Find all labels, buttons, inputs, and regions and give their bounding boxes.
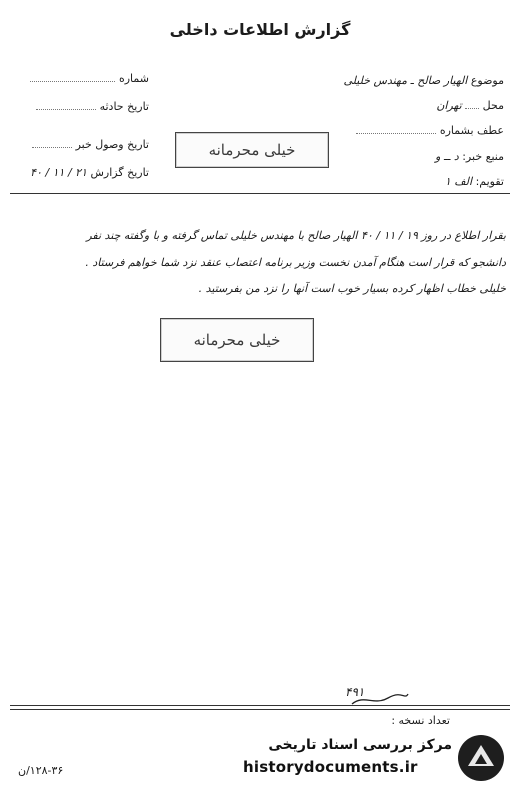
copies-count-label: تعداد نسخه : (391, 714, 450, 727)
archive-watermark-name: مرکز بررسی اسناد تاریخی (268, 737, 452, 753)
place-value: تهران (436, 99, 462, 112)
body-line-1: بقرار اطلاع در روز ۱۹ / ۱۱ / ۴۰ الهیار صالح با مهندس خلیلی تماس گرفته و با وگفته چند نفر (86, 229, 506, 242)
number-label: شماره (118, 72, 149, 85)
evaluation-value: الف ۱ (444, 175, 473, 188)
classification-stamp-top: خیلی محرمانه (175, 132, 329, 168)
incident-date-label: تاریخ حادثه (99, 100, 149, 113)
handwritten-scribble (350, 690, 410, 710)
body-line-3: خلیلی خطاب اظهار کرده بسیار خوب است آنها را نزد من بفرستید . (198, 282, 506, 295)
reference-field (356, 124, 504, 137)
source-value: د ــ و (435, 150, 459, 163)
place-field (436, 99, 504, 112)
subject-field (343, 74, 504, 87)
document-title: گزارش اطلاعات داخلی (169, 20, 351, 39)
archive-code: ۱۲۸-۳۶/ن (18, 764, 64, 777)
header-divider (10, 193, 510, 194)
source-field (435, 150, 504, 163)
handwritten-note: ۴۹۱ (345, 685, 365, 699)
source-label: منبع خبر: (462, 150, 504, 163)
classification-stamp-middle: خیلی محرمانه (160, 318, 314, 362)
report-date-value: ۲۱ / ۱۱ / ۴۰ (30, 166, 87, 179)
footer-divider-1 (10, 705, 510, 706)
body-line-2: دانشجو که قرار است هنگام آمدن نخست وزیر برنامه اعتصاب عنقد نزد شما خواهم فرستاد . (85, 256, 506, 269)
archive-watermark-url: historydocuments.ir (243, 758, 418, 776)
reference-label: عطف بشماره (439, 124, 504, 137)
subject-label: موضوع (470, 74, 504, 87)
report-date-field (14, 166, 149, 179)
receipt-date-label: تاریخ وصول خبر (75, 138, 149, 151)
place-label: محل (482, 99, 504, 112)
number-field (14, 72, 149, 85)
footer-divider-2 (10, 709, 510, 710)
evaluation-label: تقویم: (475, 175, 504, 188)
evaluation-field (445, 175, 504, 188)
subject-value: الهیار صالح ـ مهندس خلیلی (343, 74, 468, 87)
archive-logo-icon (455, 732, 507, 788)
incident-date-field (14, 100, 149, 113)
receipt-date-field (14, 138, 149, 151)
report-date-label: تاریخ گزارش (90, 166, 149, 179)
